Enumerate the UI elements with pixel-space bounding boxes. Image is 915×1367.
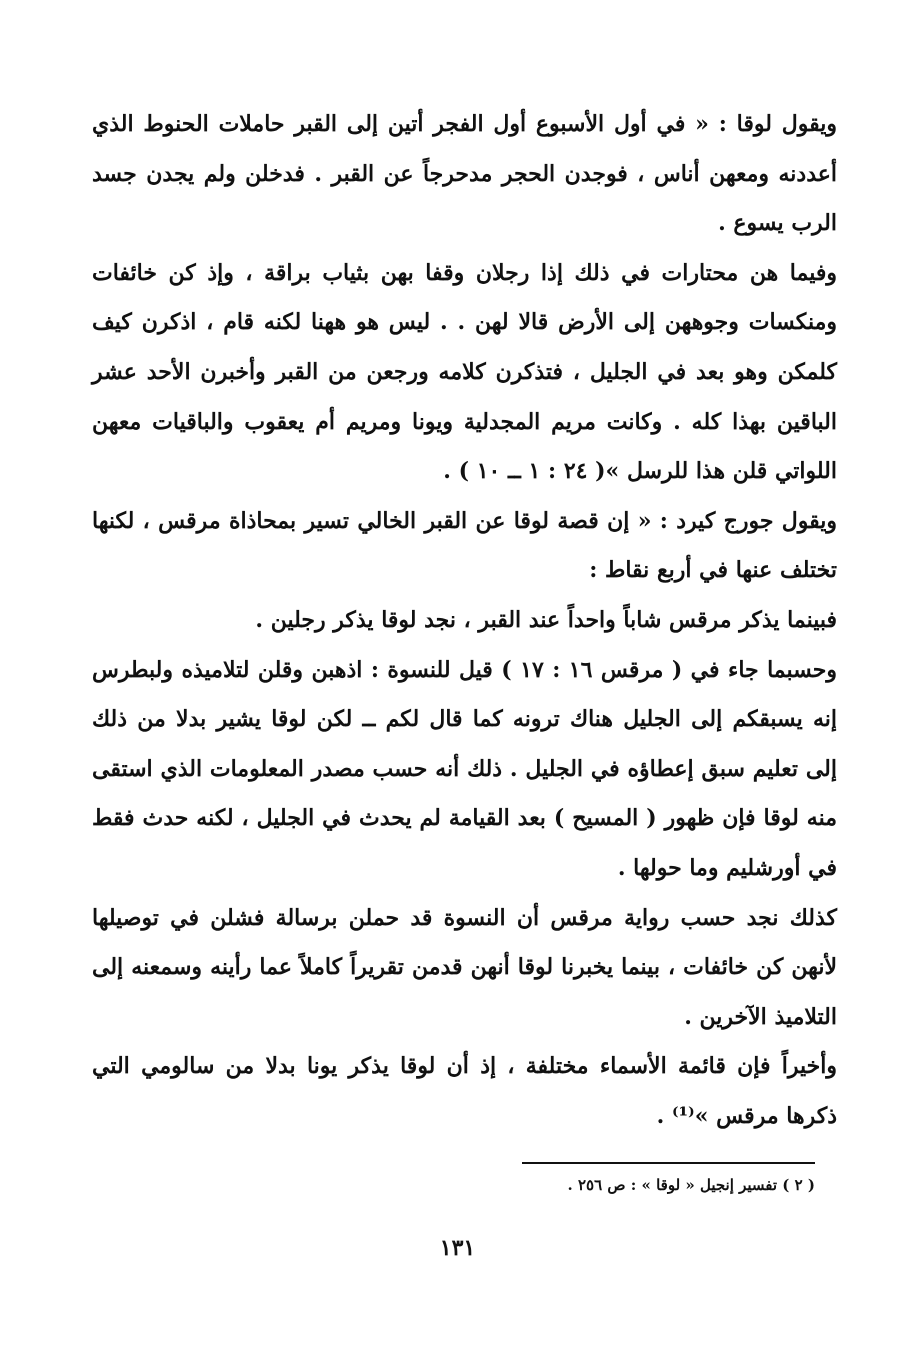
paragraph-4: فبينما يذكر مرقس شاباً واحداً عند القبر ، نجد لوقا يذكر رجلين . (255, 606, 837, 633)
page-number: ١٣١ (439, 1235, 476, 1261)
body-text (92, 100, 837, 1141)
paragraph-7: وأخيراً فإن قائمة الأسماء مختلفة ، إذ أن لوقا يذكر يونا بدلا من سالومي التي ذكرها مرقس »⁽¹⁾ . (92, 1053, 837, 1129)
paragraph-6: كذلك نجد حسب رواية مرقس أن النسوة قد حملن برسالة فشلن في توصيلها لأنهن كن خائفات ، بينما يخبرنا لوقا أنهن قدمن تقريراً كاملاً عما رأينه وسمعنه إلى التلاميذ الآخرين . (92, 904, 837, 1030)
paragraph-2: وفيما هن محتارات في ذلك إذا رجلان وقفا بهن بثياب براقة ، وإذ كن خائفات ومنكسات وجوههن إلى الأرض قالا لهن . . ليس هو ههنا لكنه قام ، اذكرن كيف كلمكن وهو بعد في الجليل ، فتذكرن كلامه ورجعن من القبر وأخبرن الأحد عشر الباقين بهذا كله . وكانت مريم المجدلية ويونا ومريم أم يعقوب والباقيات معهن اللواتي قلن هذا للرسل »( ٢٤ : ١ ــ ١٠ ) . (92, 259, 837, 485)
paragraph-3: ويقول جورج كيرد : « إن قصة لوقا عن القبر الخالي تسير بمحاذاة مرقس ، لكنها تختلف عنها في أربع نقاط : (92, 507, 837, 584)
paragraph-1: ويقول لوقا : « في أول الأسبوع أول الفجر أتين إلى القبر حاملات الحنوط الذي أعددنه ومعهن أناس ، فوجدن الحجر مدحرجاً عن القبر . فدخلن ولم يجدن جسد الرب يسوع . (92, 111, 837, 237)
footnote: ( ٢ ) تفسير إنجيل « لوقا » : ص ٢٥٦ . (567, 1176, 815, 1194)
footnote-divider (522, 1162, 815, 1164)
paragraph-5: وحسبما جاء في ( مرقس ١٦ : ١٧ ) قيل للنسوة : اذهبن وقلن لتلاميذه ولبطرس إنه يسبقكم إلى الجليل هناك ترونه كما قال لكم ــ لكن لوقا يشير بدلا من ذلك إلى تعليم سبق إعطاؤه في الجليل . ذلك أنه حسب مصدر المعلومات الذي استقى منه لوقا فإن ظهور ( المسيح ) بعد القيامة لم يحدث في الجليل ، لكنه حدث فقط في أورشليم وما حولها . (92, 656, 837, 881)
